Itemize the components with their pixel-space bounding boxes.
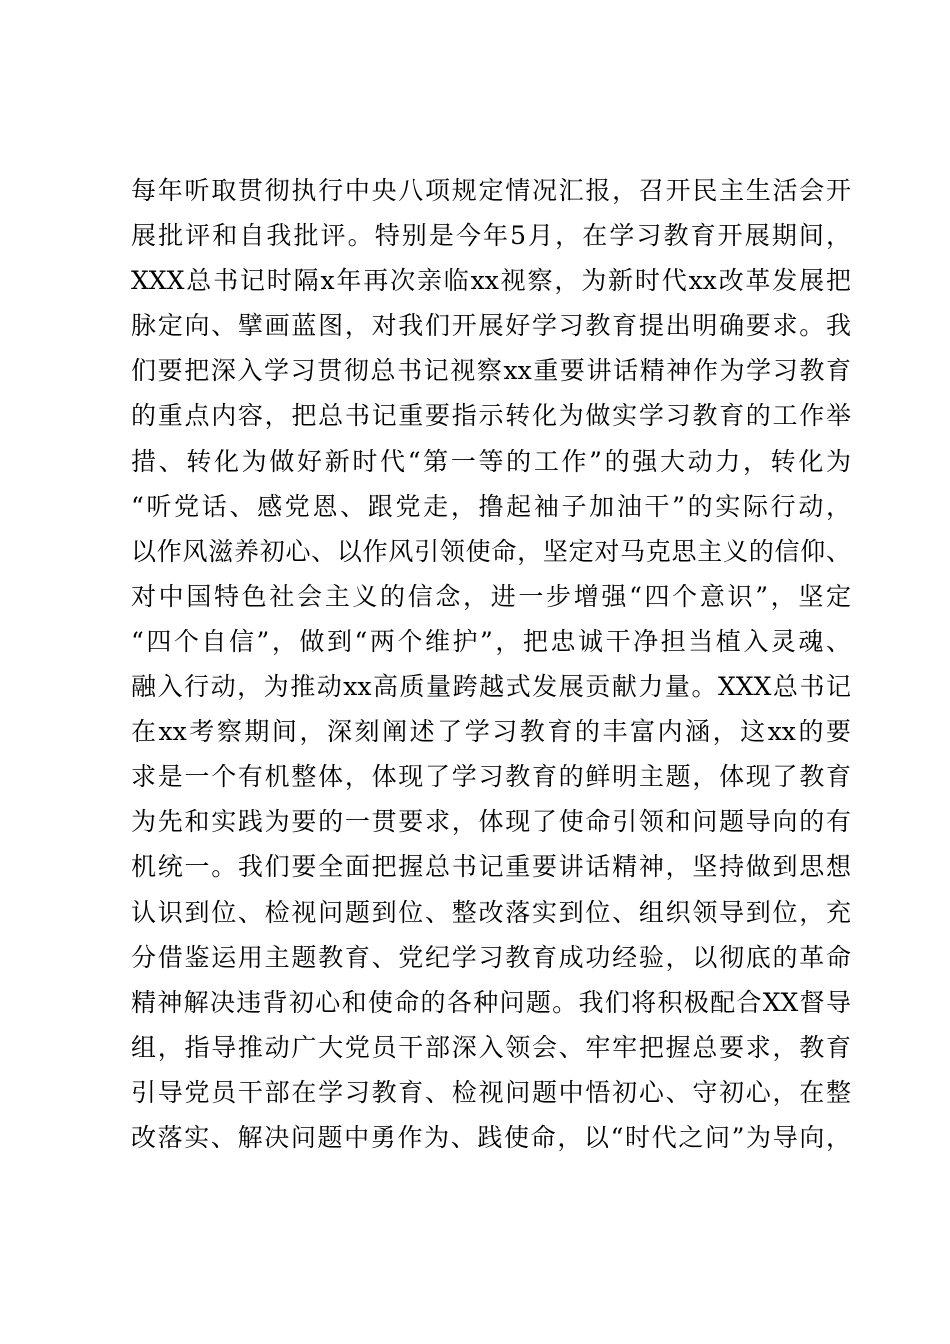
- text-line: 措、转化为做好新时代“第一等的工作”的强大动力，转化为: [131, 446, 851, 476]
- text-line: 引导党员干部在学习教育、检视问题中悟初心、守初心，在整: [131, 1077, 851, 1107]
- text-line: 组，指导推动广大党员干部深入领会、牢牢把握总要求，教育: [131, 1032, 851, 1062]
- text-line: 的重点内容，把总书记重要指示转化为做实学习教育的工作举: [131, 401, 851, 431]
- text-line: 融入行动，为推动xx高质量跨越式发展贡献力量。XXX总书记: [131, 672, 851, 702]
- text-line: 精神解决违背初心和使命的各种问题。我们将积极配合XX督导: [131, 987, 851, 1017]
- text-line: 们要把深入学习贯彻总书记视察xx重要讲话精神作为学习教育: [131, 356, 851, 386]
- text-line: “四个自信”，做到“两个维护”，把忠诚干净担当植入灵魂、: [131, 626, 851, 656]
- text-line: 机统一。我们要全面把握总书记重要讲话精神，坚持做到思想: [131, 852, 851, 882]
- text-line: 脉定向、擘画蓝图，对我们开展好学习教育提出明确要求。我: [131, 311, 851, 341]
- text-line: 在xx考察期间，深刻阐述了学习教育的丰富内涵，这xx的要: [131, 717, 851, 747]
- text-line: 展批评和自我批评。特别是今年5月，在学习教育开展期间，: [131, 221, 851, 251]
- text-line: XXX总书记时隔x年再次亲临xx视察，为新时代xx改革发展把: [131, 266, 851, 296]
- text-line: 认识到位、检视问题到位、整改落实到位、组织领导到位，充: [131, 897, 851, 927]
- text-line: 为先和实践为要的一贯要求，体现了使命引领和问题导向的有: [131, 807, 851, 837]
- text-line: 改落实、解决问题中勇作为、践使命，以“时代之问”为导向，: [131, 1122, 851, 1152]
- body-paragraph: [131, 168, 851, 1160]
- text-line: 对中国特色社会主义的信念，进一步增强“四个意识”，坚定: [131, 581, 851, 611]
- text-line: 以作风滋养初心、以作风引领使命，坚定对马克思主义的信仰、: [131, 536, 851, 566]
- text-line: 每年听取贯彻执行中央八项规定情况汇报，召开民主生活会开: [131, 176, 851, 205]
- text-line: “听党话、感党恩、跟党走，撸起袖子加油干”的实际行动，: [131, 491, 851, 521]
- text-line: 求是一个有机整体，体现了学习教育的鲜明主题，体现了教育: [131, 762, 851, 792]
- text-line: 分借鉴运用主题教育、党纪学习教育成功经验，以彻底的革命: [131, 942, 851, 972]
